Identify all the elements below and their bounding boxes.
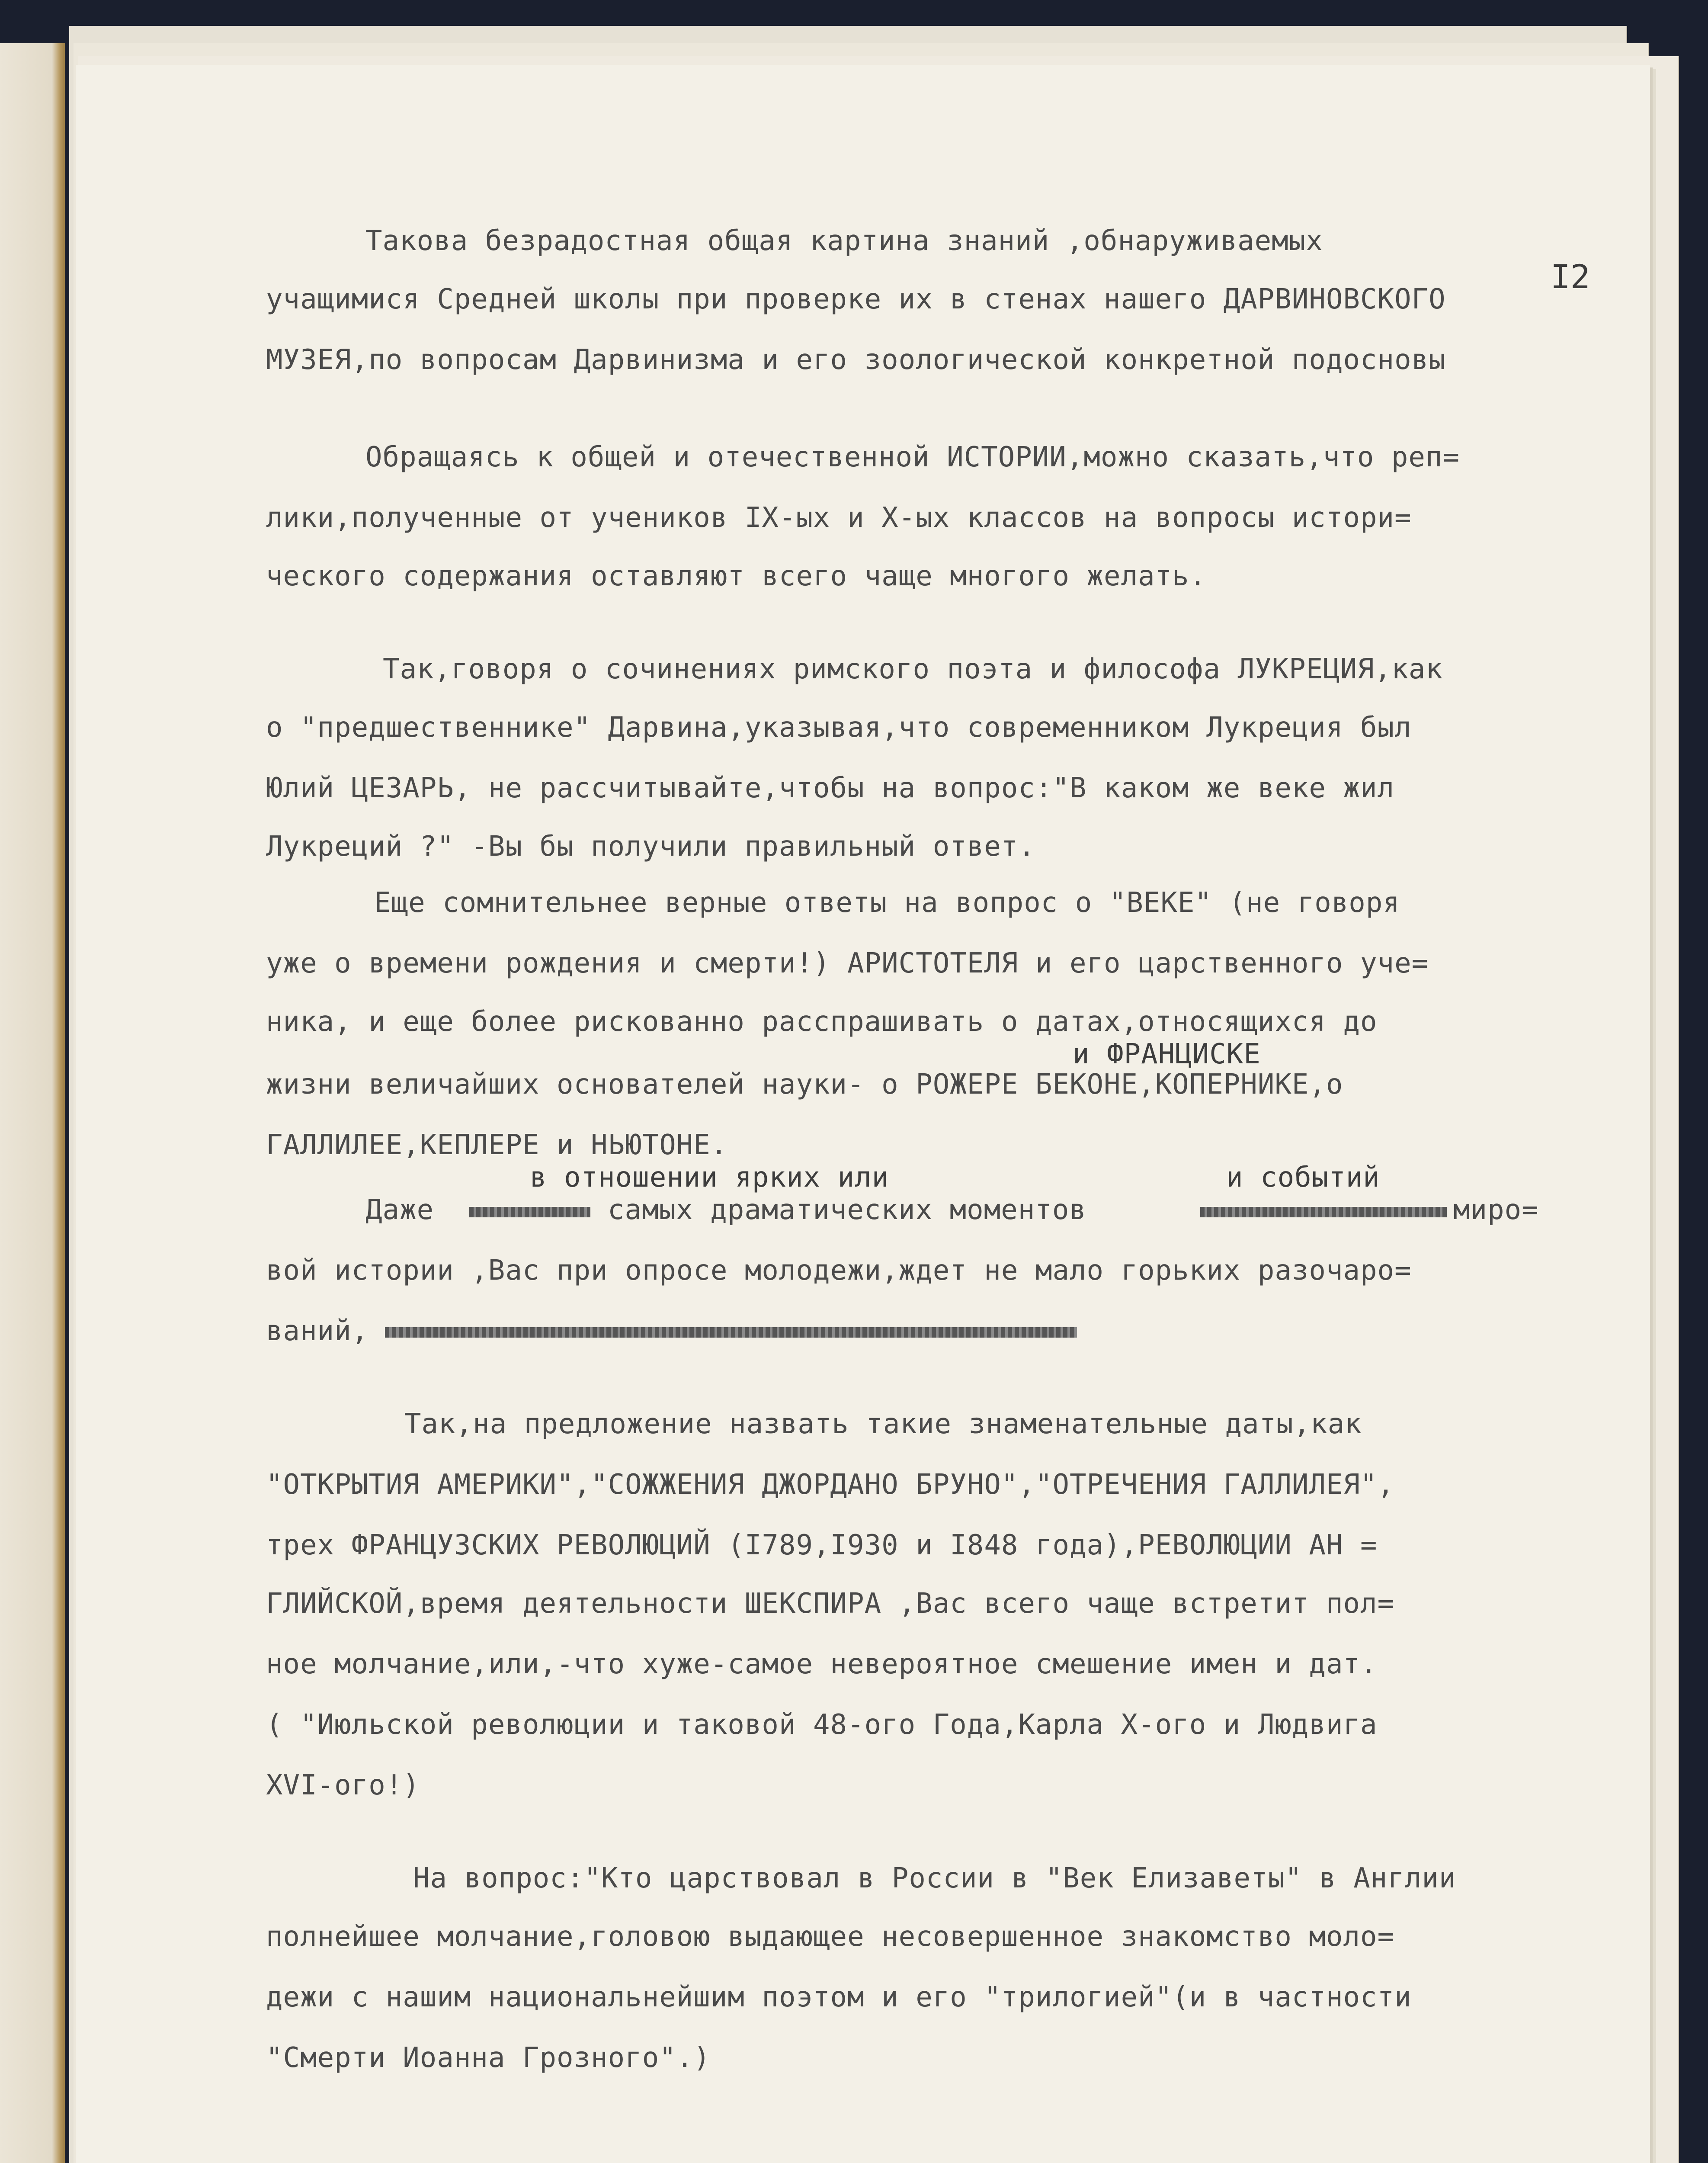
text-line: миро= <box>1453 1194 1539 1226</box>
text-line: ника, и еще более рискованно расспрашивать о датах,относящихся до <box>266 1006 1378 1038</box>
text-line: "Смерти Иоанна Грозного".) <box>266 2042 711 2074</box>
text-line: трех ФРАНЦУЗСКИХ РЕВОЛЮЦИЙ (I789,I930 и I848 года),РЕВОЛЮЦИИ АН = <box>266 1529 1378 1561</box>
text-line: самых драматических моментов <box>608 1194 1086 1226</box>
text-line: Юлий ЦЕЗАРЬ, не рассчитывайте,чтобы на вопрос:"В каком же веке жил <box>266 772 1395 804</box>
text-line: ГАЛЛИЛЕЕ,КЕПЛЕРЕ и НЬЮТОНЕ. <box>266 1129 728 1161</box>
text-line: ( "Июльской революции и таковой 48-ого Года,Карла X-ого и Людвига <box>266 1709 1378 1741</box>
text-line: Даже <box>365 1194 434 1226</box>
text-line: лики,полученные от учеников IX-ых и X-ых классов на вопросы истори= <box>266 502 1412 534</box>
text-line: ГЛИЙСКОЙ,время деятельности ШЕКСПИРА ,Вас всего чаще встретит пол= <box>266 1588 1395 1620</box>
text-line: Так,говоря о сочинениях римского поэта и философа ЛУКРЕЦИЯ,как <box>383 653 1443 685</box>
text-line: о "предшественнике" Дарвина,указывая,что современником Лукреция был <box>266 712 1412 744</box>
text-line: дежи с нашим национальнейшим поэтом и его "трилогией"(и в частности <box>266 1981 1412 2013</box>
text-line: МУЗЕЯ,по вопросам Дарвинизма и его зоологической конкретной подосновы <box>266 344 1446 376</box>
text-line: Лукреций ?" -Вы бы получили правильный ответ. <box>266 831 1035 863</box>
text-line: полнейшее молчание,головою выдающее несовершенное знакомство моло= <box>266 1921 1395 1953</box>
text-line: "ОТКРЫТИЯ АМЕРИКИ","СОЖЖЕНИЯ ДЖОРДАНО БРУНО","ОТРЕЧЕНИЯ ГАЛЛИЛЕЯ", <box>266 1469 1395 1501</box>
text-line: Еще сомнительнее верные ответы на вопрос о "ВЕКЕ" (не говоря <box>374 887 1400 919</box>
struck-out-text <box>1200 1207 1447 1217</box>
text-line: На вопрос:"Кто царствовал в России в "Век Елизаветы" в Англии <box>413 1862 1456 1894</box>
struck-out-text <box>385 1327 1077 1338</box>
text-line: XVI-ого!) <box>266 1769 420 1801</box>
typed-insertion: в отношении ярких или <box>530 1162 889 1194</box>
text-line: жизни величайших основателей науки- о РОЖЕРЕ БЕКОНЕ,КОПЕРНИКЕ,о <box>266 1069 1343 1101</box>
text-line: ческого содержания оставляют всего чаще многого желать. <box>266 560 1207 592</box>
text-line: ное молчание,или,-что хуже-самое невероятное смешение имен и дат. <box>266 1648 1378 1680</box>
text-line: вой истории ,Вас при опросе молодежи,ждет не мало горьких разочаро= <box>266 1255 1412 1287</box>
text-line: Обращаясь к общей и отечественной ИСТОРИИ,можно сказать,что реп= <box>365 441 1460 473</box>
text-line: ваний, <box>266 1315 369 1347</box>
page-number: I2 <box>1551 257 1590 296</box>
typewritten-page <box>76 65 1650 2163</box>
text-line: Такова безрадостная общая картина знаний ,обнаруживаемых <box>365 225 1323 257</box>
struck-out-text <box>469 1207 590 1217</box>
typed-insertion: и событий <box>1226 1162 1380 1194</box>
text-line: учащимися Средней школы при проверке их в стенах нашего ДАРВИНОВСКОГО <box>266 283 1446 315</box>
facing-page-edge <box>0 43 65 2163</box>
typed-insertion: и ФРАНЦИСКЕ <box>1073 1038 1261 1070</box>
text-line: уже о времени рождения и смерти!) АРИСТОТЕЛЯ и его царственного уче= <box>266 947 1429 979</box>
text-line: Так,на предложение назвать такие знаменательные даты,как <box>404 1408 1362 1440</box>
